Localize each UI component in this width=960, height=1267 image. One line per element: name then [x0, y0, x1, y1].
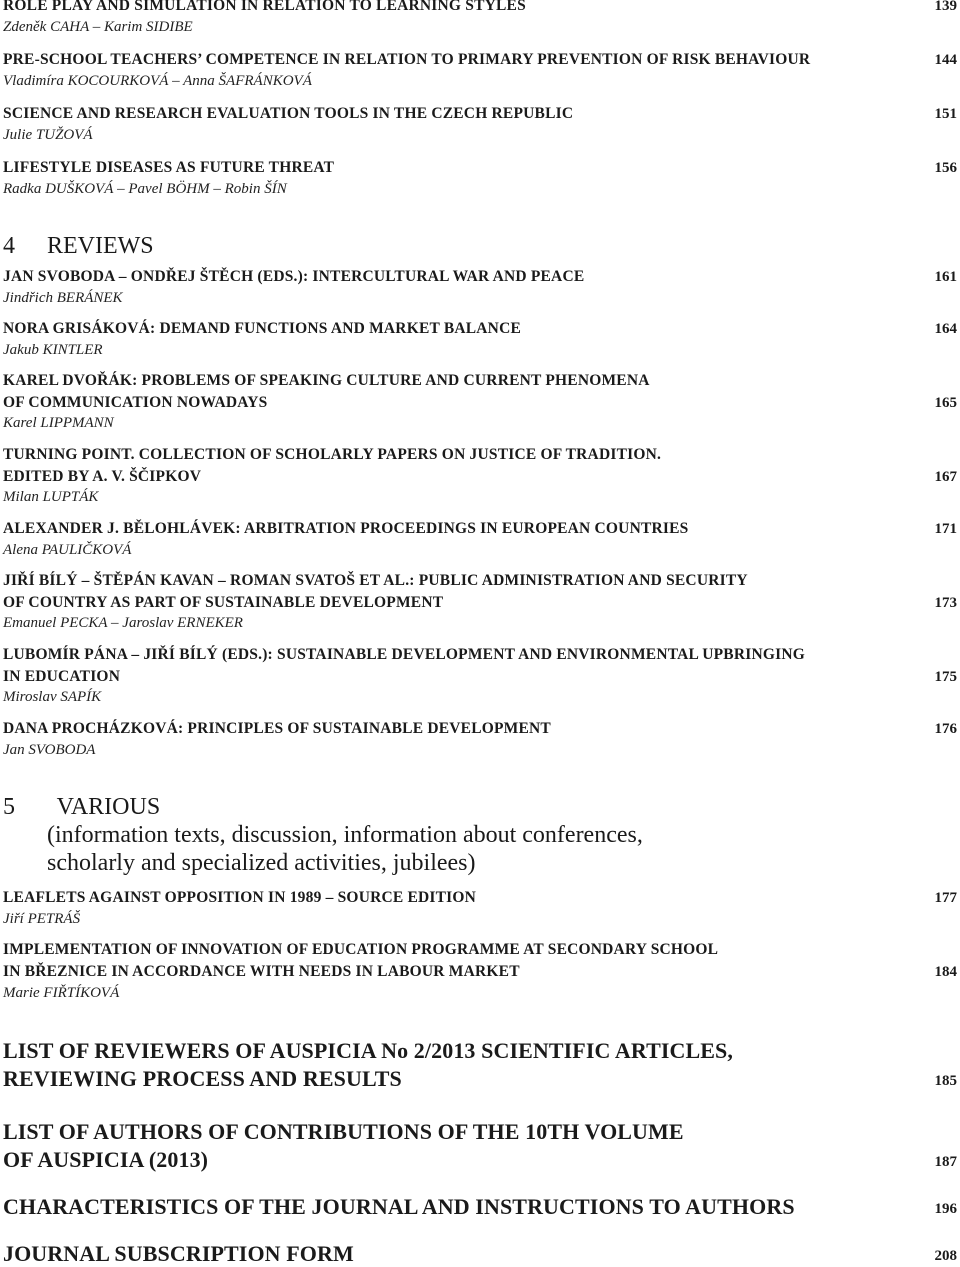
entry-page: 175: [934, 669, 957, 685]
entry-page: 156: [934, 160, 957, 176]
entry-page: 144: [934, 52, 957, 68]
back-matter-page: 185: [934, 1073, 957, 1089]
section-heading-various: [3, 793, 160, 821]
entry-title: LIFESTYLE DISEASES AS FUTURE THREAT: [3, 159, 335, 176]
entry-title: IMPLEMENTATION OF INNOVATION OF EDUCATION PROGRAMME AT SECONDARY SCHOOL: [3, 941, 719, 958]
back-matter-title: JOURNAL SUBSCRIPTION FORM: [3, 1241, 354, 1266]
entry-authors: Radka DUŠKOVÁ – Pavel BÖHM – Robin ŠÍN: [3, 181, 287, 197]
section-subtitle: (information texts, discussion, information about conferences,: [47, 822, 643, 848]
entry-title: PRE-SCHOOL TEACHERS’ COMPETENCE IN RELATION TO PRIMARY PREVENTION OF RISK BEHAVIOUR: [3, 51, 811, 68]
entry-title-continued: OF COUNTRY AS PART OF SUSTAINABLE DEVELOPMENT: [3, 594, 444, 611]
entry-authors: Vladimíra KOCOURKOVÁ – Anna ŠAFRÁNKOVÁ: [3, 73, 312, 89]
entry-page: 167: [934, 469, 957, 485]
entry-title: NORA GRISÁKOVÁ: DEMAND FUNCTIONS AND MARKET BALANCE: [3, 320, 522, 337]
entry-authors: Jiří PETRÁŠ: [3, 911, 81, 927]
back-matter-title: LIST OF AUTHORS OF CONTRIBUTIONS OF THE 10TH VOLUME: [3, 1119, 684, 1144]
entry-title: LEAFLETS AGAINST OPPOSITION IN 1989 – SOURCE EDITION: [3, 889, 477, 906]
entry-title: KAREL DVOŘÁK: PROBLEMS OF SPEAKING CULTURE AND CURRENT PHENOMENA: [3, 372, 650, 389]
entry-page: 164: [934, 321, 957, 337]
entry-title: DANA PROCHÁZKOVÁ: PRINCIPLES OF SUSTAINABLE DEVELOPMENT: [3, 720, 551, 737]
entry-page: 171: [934, 521, 957, 537]
back-matter-title: CHARACTERISTICS OF THE JOURNAL AND INSTRUCTIONS TO AUTHORS: [3, 1194, 795, 1219]
entry-title: LUBOMÍR PÁNA – JIŘÍ BÍLÝ (EDS.): SUSTAINABLE DEVELOPMENT AND ENVIRONMENTAL UPBRINGING: [3, 646, 806, 663]
entry-title: JIŘÍ BÍLÝ – ŠTĚPÁN KAVAN – ROMAN SVATOŠ ET AL.: PUBLIC ADMINISTRATION AND SECURITY: [3, 572, 748, 589]
entry-authors: Karel LIPPMANN: [3, 415, 114, 431]
section-number: 4: [3, 233, 15, 259]
section-heading-reviews: [3, 232, 154, 260]
entry-authors: Marie FIŘTÍKOVÁ: [3, 985, 120, 1001]
entry-page: 173: [934, 595, 957, 611]
entry-authors: Jakub KINTLER: [3, 342, 103, 358]
entry-authors: Julie TUŽOVÁ: [3, 127, 93, 143]
section-title: REVIEWS: [47, 233, 154, 259]
entry-authors: Emanuel PECKA – Jaroslav ERNEKER: [3, 615, 243, 631]
entry-page: 176: [934, 721, 957, 737]
entry-page: 139: [934, 0, 957, 14]
entry-title-continued: IN EDUCATION: [3, 668, 121, 685]
entry-authors: Jindřich BERÁNEK: [3, 290, 123, 306]
entry-authors: Miroslav SAPÍK: [3, 689, 102, 705]
section-title: VARIOUS: [56, 794, 161, 820]
entry-authors: Alena PAULIČKOVÁ: [3, 542, 132, 558]
entry-authors: Zdeněk CAHA – Karim SIDIBE: [3, 19, 193, 35]
entry-title: ROLE PLAY AND SIMULATION IN RELATION TO LEARNING STYLES: [3, 0, 526, 14]
section-subtitle-continued: scholarly and specialized activities, jubilees): [47, 850, 476, 876]
entry-page: 161: [934, 269, 957, 285]
entry-authors: Milan LUPTÁK: [3, 489, 99, 505]
entry-authors: Jan SVOBODA: [3, 742, 96, 758]
entry-title-continued: OF COMMUNICATION NOWADAYS: [3, 394, 268, 411]
entry-title: JAN SVOBODA – ONDŘEJ ŠTĚCH (EDS.): INTERCULTURAL WAR AND PEACE: [3, 268, 585, 285]
entry-title: SCIENCE AND RESEARCH EVALUATION TOOLS IN THE CZECH REPUBLIC: [3, 105, 574, 122]
entry-title-continued: EDITED BY A. V. ŠČIPKOV: [3, 468, 202, 485]
entry-page: 165: [934, 395, 957, 411]
back-matter-title-continued: OF AUSPICIA (2013): [3, 1147, 209, 1172]
back-matter-page: 208: [934, 1248, 957, 1264]
entry-page: 151: [934, 106, 957, 122]
entry-page: 184: [934, 964, 957, 980]
entry-title: ALEXANDER J. BĚLOHLÁVEK: ARBITRATION PROCEEDINGS IN EUROPEAN COUNTRIES: [3, 520, 689, 537]
entry-title-continued: IN BŘEZNICE IN ACCORDANCE WITH NEEDS IN LABOUR MARKET: [3, 963, 520, 980]
back-matter-title-continued: REVIEWING PROCESS AND RESULTS: [3, 1066, 402, 1091]
section-number: 5: [3, 794, 15, 820]
back-matter-page: 187: [934, 1154, 957, 1170]
back-matter-page: 196: [934, 1201, 957, 1217]
back-matter-title: LIST OF REVIEWERS OF AUSPICIA No 2/2013 SCIENTIFIC ARTICLES,: [3, 1038, 733, 1063]
entry-page: 177: [934, 890, 957, 906]
entry-title: TURNING POINT. COLLECTION OF SCHOLARLY PAPERS ON JUSTICE OF TRADITION.: [3, 446, 662, 463]
